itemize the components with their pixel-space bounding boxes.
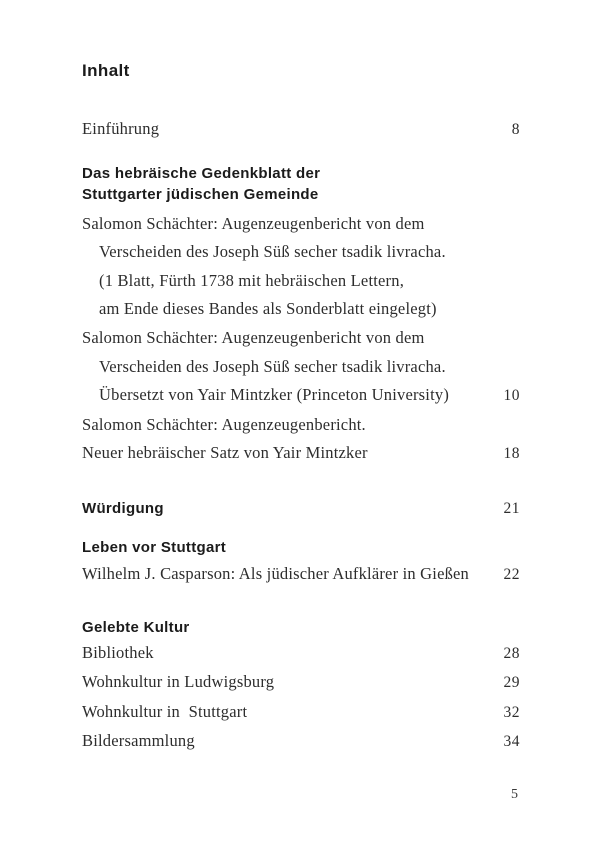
toc-entry-text: (1 Blatt, Fürth 1738 mit hebräischen Lettern, <box>99 270 405 290</box>
toc-entry-text: Neuer hebräischer Satz von Yair Mintzker <box>82 443 368 463</box>
toc-section-heading <box>82 163 520 184</box>
toc-entry-page: 34 <box>503 733 520 751</box>
toc-entry-continuation <box>82 439 520 469</box>
toc-entry <box>82 210 520 239</box>
toc-heading-text: Das hebräische Gedenkblatt der <box>82 164 321 182</box>
toc-entry <box>82 115 520 145</box>
toc-entry-continuation <box>82 238 520 267</box>
toc-entry <box>82 639 520 669</box>
toc-heading-text: Gelebte Kultur <box>82 618 190 636</box>
toc-entry-page: 8 <box>511 121 520 138</box>
toc-entry-text: Einführung <box>82 119 160 138</box>
toc-entry-continuation <box>82 295 520 324</box>
toc-section-heading <box>82 498 520 519</box>
toc-entry-text: Bildersammlung <box>82 731 195 751</box>
toc-entry-text: Bibliothek <box>82 642 154 662</box>
toc-entry-text: Verscheiden des Joseph Süß secher tsadik livracha. <box>99 356 446 376</box>
toc-entry-page: 28 <box>503 644 520 662</box>
toc-entry-page: 29 <box>503 674 520 692</box>
toc-entry-text: Salomon Schächter: Augenzeugenbericht von dem <box>82 213 425 233</box>
toc-entry-page: 32 <box>503 703 520 721</box>
toc-entry-text: am Ende dieses Bandes als Sonderblatt eingelegt) <box>99 299 437 319</box>
toc-entry <box>82 324 520 353</box>
toc-heading-text: Würdigung <box>82 499 164 517</box>
toc-entry-text: Salomon Schächter: Augenzeugenbericht. <box>82 414 366 434</box>
toc-entry <box>82 698 520 728</box>
toc-entry-text: Verscheiden des Joseph Süß secher tsadik livracha. <box>99 242 446 262</box>
toc-section-heading <box>82 184 520 205</box>
toc-entry-continuation <box>82 353 520 382</box>
toc-entry <box>82 411 520 440</box>
toc-entry-text: Wohnkultur in Stuttgart <box>82 701 248 721</box>
toc-heading-text: Stuttgarter jüdischen Gemeinde <box>82 185 319 203</box>
toc-content <box>82 61 520 757</box>
toc-entry-continuation <box>82 267 520 296</box>
toc-entry-page: 18 <box>503 445 520 463</box>
toc-entry-text: Wilhelm J. Casparson: Als jüdischer Aufklärer in Gießen <box>82 563 470 583</box>
toc-entry <box>82 668 520 698</box>
toc-entry <box>82 560 520 590</box>
toc-entry-page: 22 <box>503 565 520 583</box>
folio-page-number: 5 <box>511 787 518 802</box>
page-title: Inhalt <box>82 61 130 80</box>
toc-section-heading <box>82 537 520 558</box>
toc-entry <box>82 727 520 757</box>
toc-section-heading <box>82 617 520 638</box>
toc-entry-continuation <box>82 381 520 411</box>
toc-entry-page: 10 <box>503 387 520 405</box>
toc-entry-text: Übersetzt von Yair Mintzker (Princeton University) <box>99 385 450 405</box>
toc-entry-text: Salomon Schächter: Augenzeugenbericht von dem <box>82 327 425 347</box>
toc-heading-text: Leben vor Stuttgart <box>82 538 227 556</box>
toc-entry-text: Wohnkultur in Ludwigsburg <box>82 672 275 692</box>
toc-entry-page: 21 <box>503 499 520 517</box>
